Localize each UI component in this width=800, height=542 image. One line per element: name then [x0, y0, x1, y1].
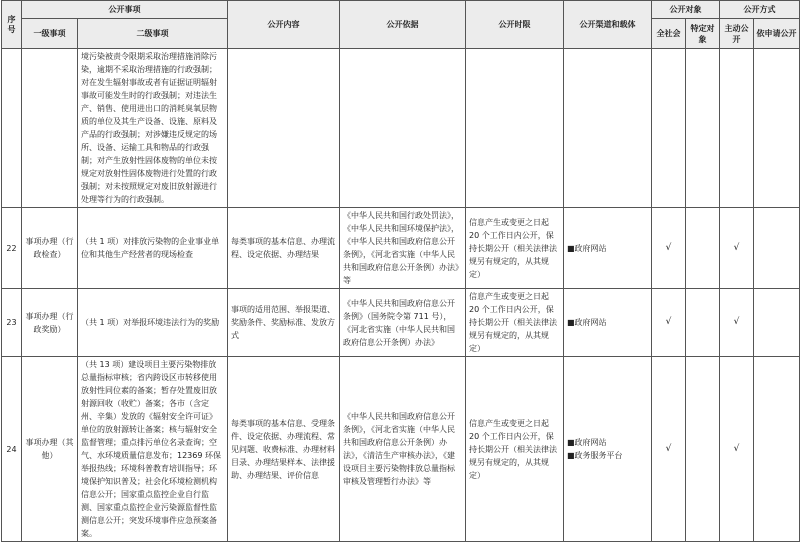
disclosure-table [1, 0, 800, 542]
cell-method-request [754, 357, 800, 542]
header-public-items: 公开事项 [22, 1, 228, 19]
cell-basis: 《中华人民共和国政府信息公开条例》，《河北省实施（中华人民共和国政府信息公开条例）办法》，《清洁生产审核办法》，《建设项目主要污染物排放总量指标审核及管理暂行办法》等 [340, 357, 466, 542]
cell-level1: 事项办理（其他） [22, 357, 78, 542]
header-time-limit: 公开时限 [466, 1, 564, 49]
cell-target-specific [686, 289, 720, 357]
cell-seq: 22 [2, 208, 22, 289]
cell-level1 [22, 49, 78, 208]
table-row [2, 357, 800, 542]
cell-target-all: √ [652, 289, 686, 357]
cell-target-specific [686, 357, 720, 542]
cell-channel: ■政府网站 [564, 289, 652, 357]
cell-target-specific [686, 49, 720, 208]
cell-channel [564, 49, 652, 208]
header-method: 公开方式 [720, 1, 800, 19]
cell-seq: 24 [2, 357, 22, 542]
header-method-request: 依申请公开 [754, 19, 800, 49]
cell-level1: 事项办理（行政奖励） [22, 289, 78, 357]
cell-level2: （共 13 项）建设项目主要污染物排放总量指标审核；省内跨设区市转移使用放射性同位素的备案；暂存处置废旧放射源回收（收贮）备案；各市（含定州、辛集）发放的《辐射安全许可证》单位的放射源转让备案；核与辐射安全监督管理；重点排污单位名录查询；空气、水环境质量信息发布；12369 环保举报热线；环境科普教育培训指导；环境保护知识普及；社会化环境检测机构信息公开；国家重点监控企业自行监测、国家重点监控企业污染源监督性监测信息公开；突发环境事件应急预案备案。 [78, 357, 228, 542]
cell-method-active [720, 49, 754, 208]
cell-level1: 事项办理（行政检查） [22, 208, 78, 289]
cell-level2: 境污染被责令限期采取治理措施消除污染，逾期不采取治理措施的行政强制；对在发生辐射事故或者有证据证明辐射事故可能发生时的行政强制；对违法生产、销售、使用进出口的消耗臭氧层物质的单位及其生产设备、设施、原料及产品的行政强制；对涉嫌违反规定的场所、设备、运输工具和物品的行政强制；对产生放射性固体废物的单位未按规定对放射性固体废物进行处置的行政强制；对未按照规定对废旧放射源进行处理等行为的行政强制。 [78, 49, 228, 208]
cell-target-specific [686, 208, 720, 289]
cell-method-active: √ [720, 357, 754, 542]
header-target: 公开对象 [652, 1, 720, 19]
cell-target-all: √ [652, 208, 686, 289]
cell-channel: ■政府网站 [564, 208, 652, 289]
header-channel: 公开渠道和载体 [564, 1, 652, 49]
cell-method-active: √ [720, 289, 754, 357]
cell-method-active: √ [720, 208, 754, 289]
cell-content [228, 49, 340, 208]
cell-basis: 《中华人民共和国行政处罚法》，《中华人民共和国环境保护法》，《中华人民共和国政府信息公开条例》，《河北省实施（中华人民共和国政府信息公开条例）办法》等 [340, 208, 466, 289]
cell-level2: （共 1 项）对举报环境违法行为的奖励 [78, 289, 228, 357]
header-target-specific: 特定对象 [686, 19, 720, 49]
header-seq: 序号 [2, 1, 22, 49]
cell-target-all [652, 49, 686, 208]
cell-content: 每类事项的基本信息、受理条件、设定依据、办理流程、常见问题、收费标准、办理材料目录、办理结果样本、法律援助、办理结果、评价信息 [228, 357, 340, 542]
cell-time-limit: 信息产生或变更之日起 20 个工作日内公开，保持长期公开（相关法律法规另有规定的，从其规定） [466, 289, 564, 357]
cell-basis [340, 49, 466, 208]
table-row [2, 289, 800, 357]
cell-seq [2, 49, 22, 208]
cell-method-request [754, 208, 800, 289]
header-target-all: 全社会 [652, 19, 686, 49]
header-level1: 一级事项 [22, 19, 78, 49]
cell-method-request [754, 289, 800, 357]
header-level2: 二级事项 [78, 19, 228, 49]
cell-time-limit: 信息产生或变更之日起 20 个工作日内公开，保持长期公开（相关法律法规另有规定的，从其规定） [466, 357, 564, 542]
cell-seq: 23 [2, 289, 22, 357]
header-basis: 公开依据 [340, 1, 466, 49]
table-row [2, 49, 800, 208]
table-row [2, 208, 800, 289]
cell-level2: （共 1 项）对排放污染物的企业事业单位和其他生产经营者的现场检查 [78, 208, 228, 289]
header-method-active: 主动公开 [720, 19, 754, 49]
cell-time-limit [466, 49, 564, 208]
cell-time-limit: 信息产生或变更之日起 20 个工作日内公开，保持长期公开（相关法律法规另有规定的，从其规定） [466, 208, 564, 289]
cell-basis: 《中华人民共和国政府信息公开条例》（国务院令第 711 号），《河北省实施（中华人民共和国政府信息公开条例）办法》 [340, 289, 466, 357]
cell-content: 事项的适用范围、举报渠道、奖励条件、奖励标准、发放方式 [228, 289, 340, 357]
cell-channel: ■政府网站 ■政务服务平台 [564, 357, 652, 542]
header-content: 公开内容 [228, 1, 340, 49]
cell-method-request [754, 49, 800, 208]
cell-content: 每类事项的基本信息、办理流程、设定依据、办理结果 [228, 208, 340, 289]
cell-target-all: √ [652, 357, 686, 542]
